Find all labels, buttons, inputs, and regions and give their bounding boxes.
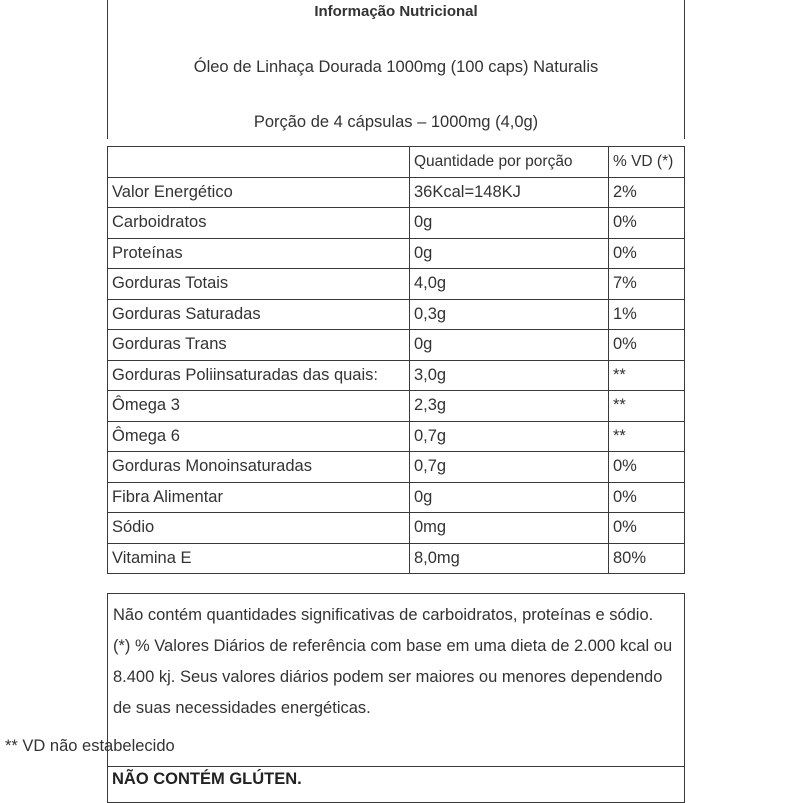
nutrient-amount: 0,3g bbox=[410, 299, 609, 330]
nutrient-vd: 0% bbox=[609, 513, 685, 544]
nutrient-amount: 0,7g bbox=[410, 452, 609, 483]
nutrient-amount: 2,3g bbox=[410, 391, 609, 422]
nutrient-name: Gorduras Totais bbox=[108, 269, 410, 300]
column-header-amount: Quantidade por porção bbox=[410, 147, 609, 178]
nutrient-vd: 0% bbox=[609, 482, 685, 513]
table-row bbox=[108, 421, 685, 452]
nutrient-name: Gorduras Monoinsaturadas bbox=[108, 452, 410, 483]
nutrient-vd: 0% bbox=[609, 330, 685, 361]
table-row bbox=[108, 330, 685, 361]
nutrient-amount: 0g bbox=[410, 482, 609, 513]
table-row bbox=[108, 208, 685, 239]
nutrient-vd: 0% bbox=[609, 238, 685, 269]
table-row bbox=[108, 391, 685, 422]
nutrient-amount: 0,7g bbox=[410, 421, 609, 452]
column-header-nutrient bbox=[108, 147, 410, 178]
nutrient-vd: 0% bbox=[609, 208, 685, 239]
nutrient-amount: 0g bbox=[410, 330, 609, 361]
product-name: Óleo de Linhaça Dourada 1000mg (100 caps) Naturalis bbox=[193, 58, 599, 76]
nutrient-vd: 80% bbox=[609, 543, 685, 574]
divider bbox=[107, 766, 685, 767]
panel-title: Informação Nutricional bbox=[314, 3, 478, 20]
nutrient-name: Fibra Alimentar bbox=[108, 482, 410, 513]
nutrient-name: Carboidratos bbox=[108, 208, 410, 239]
nutrient-vd: 2% bbox=[609, 177, 685, 208]
gluten-statement: NÃO CONTÉM GLÚTEN. bbox=[112, 770, 302, 788]
nutrient-name: Proteínas bbox=[108, 238, 410, 269]
table-row bbox=[108, 238, 685, 269]
nutrition-table bbox=[107, 146, 685, 574]
portion-size: Porção de 4 cápsulas – 1000mg (4,0g) bbox=[253, 113, 539, 131]
nutrient-vd: ** bbox=[609, 360, 685, 391]
nutrient-name: Gorduras Saturadas bbox=[108, 299, 410, 330]
table-row bbox=[108, 452, 685, 483]
vd-not-established-note: ** VD não estabelecido bbox=[5, 737, 175, 755]
nutrient-amount: 0mg bbox=[410, 513, 609, 544]
column-header-vd: % VD (*) bbox=[609, 147, 685, 178]
nutrient-vd: 7% bbox=[609, 269, 685, 300]
nutrient-amount: 3,0g bbox=[410, 360, 609, 391]
nutrient-vd: ** bbox=[609, 391, 685, 422]
nutrient-amount: 0g bbox=[410, 208, 609, 239]
nutrient-name: Valor Energético bbox=[108, 177, 410, 208]
nutrient-name: Gorduras Trans bbox=[108, 330, 410, 361]
footnote-text: Não contém quantidades significativas de carboidratos, proteínas e sódio. (*) % Valores Diários de referência com base em uma dieta de 2.000 kcal ou 8.400 kj. Seus valores diários podem ser maiores ou menores dependendo de suas necessidades energéticas. bbox=[113, 606, 673, 717]
table-row bbox=[108, 543, 685, 574]
nutrient-name: Ômega 6 bbox=[108, 421, 410, 452]
nutrient-amount: 0g bbox=[410, 238, 609, 269]
nutrient-name: Sódio bbox=[108, 513, 410, 544]
header-box bbox=[107, 0, 685, 139]
nutrient-vd: ** bbox=[609, 421, 685, 452]
nutrient-vd: 1% bbox=[609, 299, 685, 330]
table-row bbox=[108, 177, 685, 208]
table-row bbox=[108, 360, 685, 391]
nutrient-name: Vitamina E bbox=[108, 543, 410, 574]
nutrient-amount: 4,0g bbox=[410, 269, 609, 300]
nutrient-name: Ômega 3 bbox=[108, 391, 410, 422]
nutrient-name: Gorduras Poliinsaturadas das quais: bbox=[108, 360, 410, 391]
table-row bbox=[108, 269, 685, 300]
table-row bbox=[108, 299, 685, 330]
nutrient-vd: 0% bbox=[609, 452, 685, 483]
nutrient-amount: 36Kcal=148KJ bbox=[410, 177, 609, 208]
table-row bbox=[108, 482, 685, 513]
nutrient-amount: 8,0mg bbox=[410, 543, 609, 574]
table-row bbox=[108, 513, 685, 544]
table-header-row bbox=[108, 147, 685, 178]
